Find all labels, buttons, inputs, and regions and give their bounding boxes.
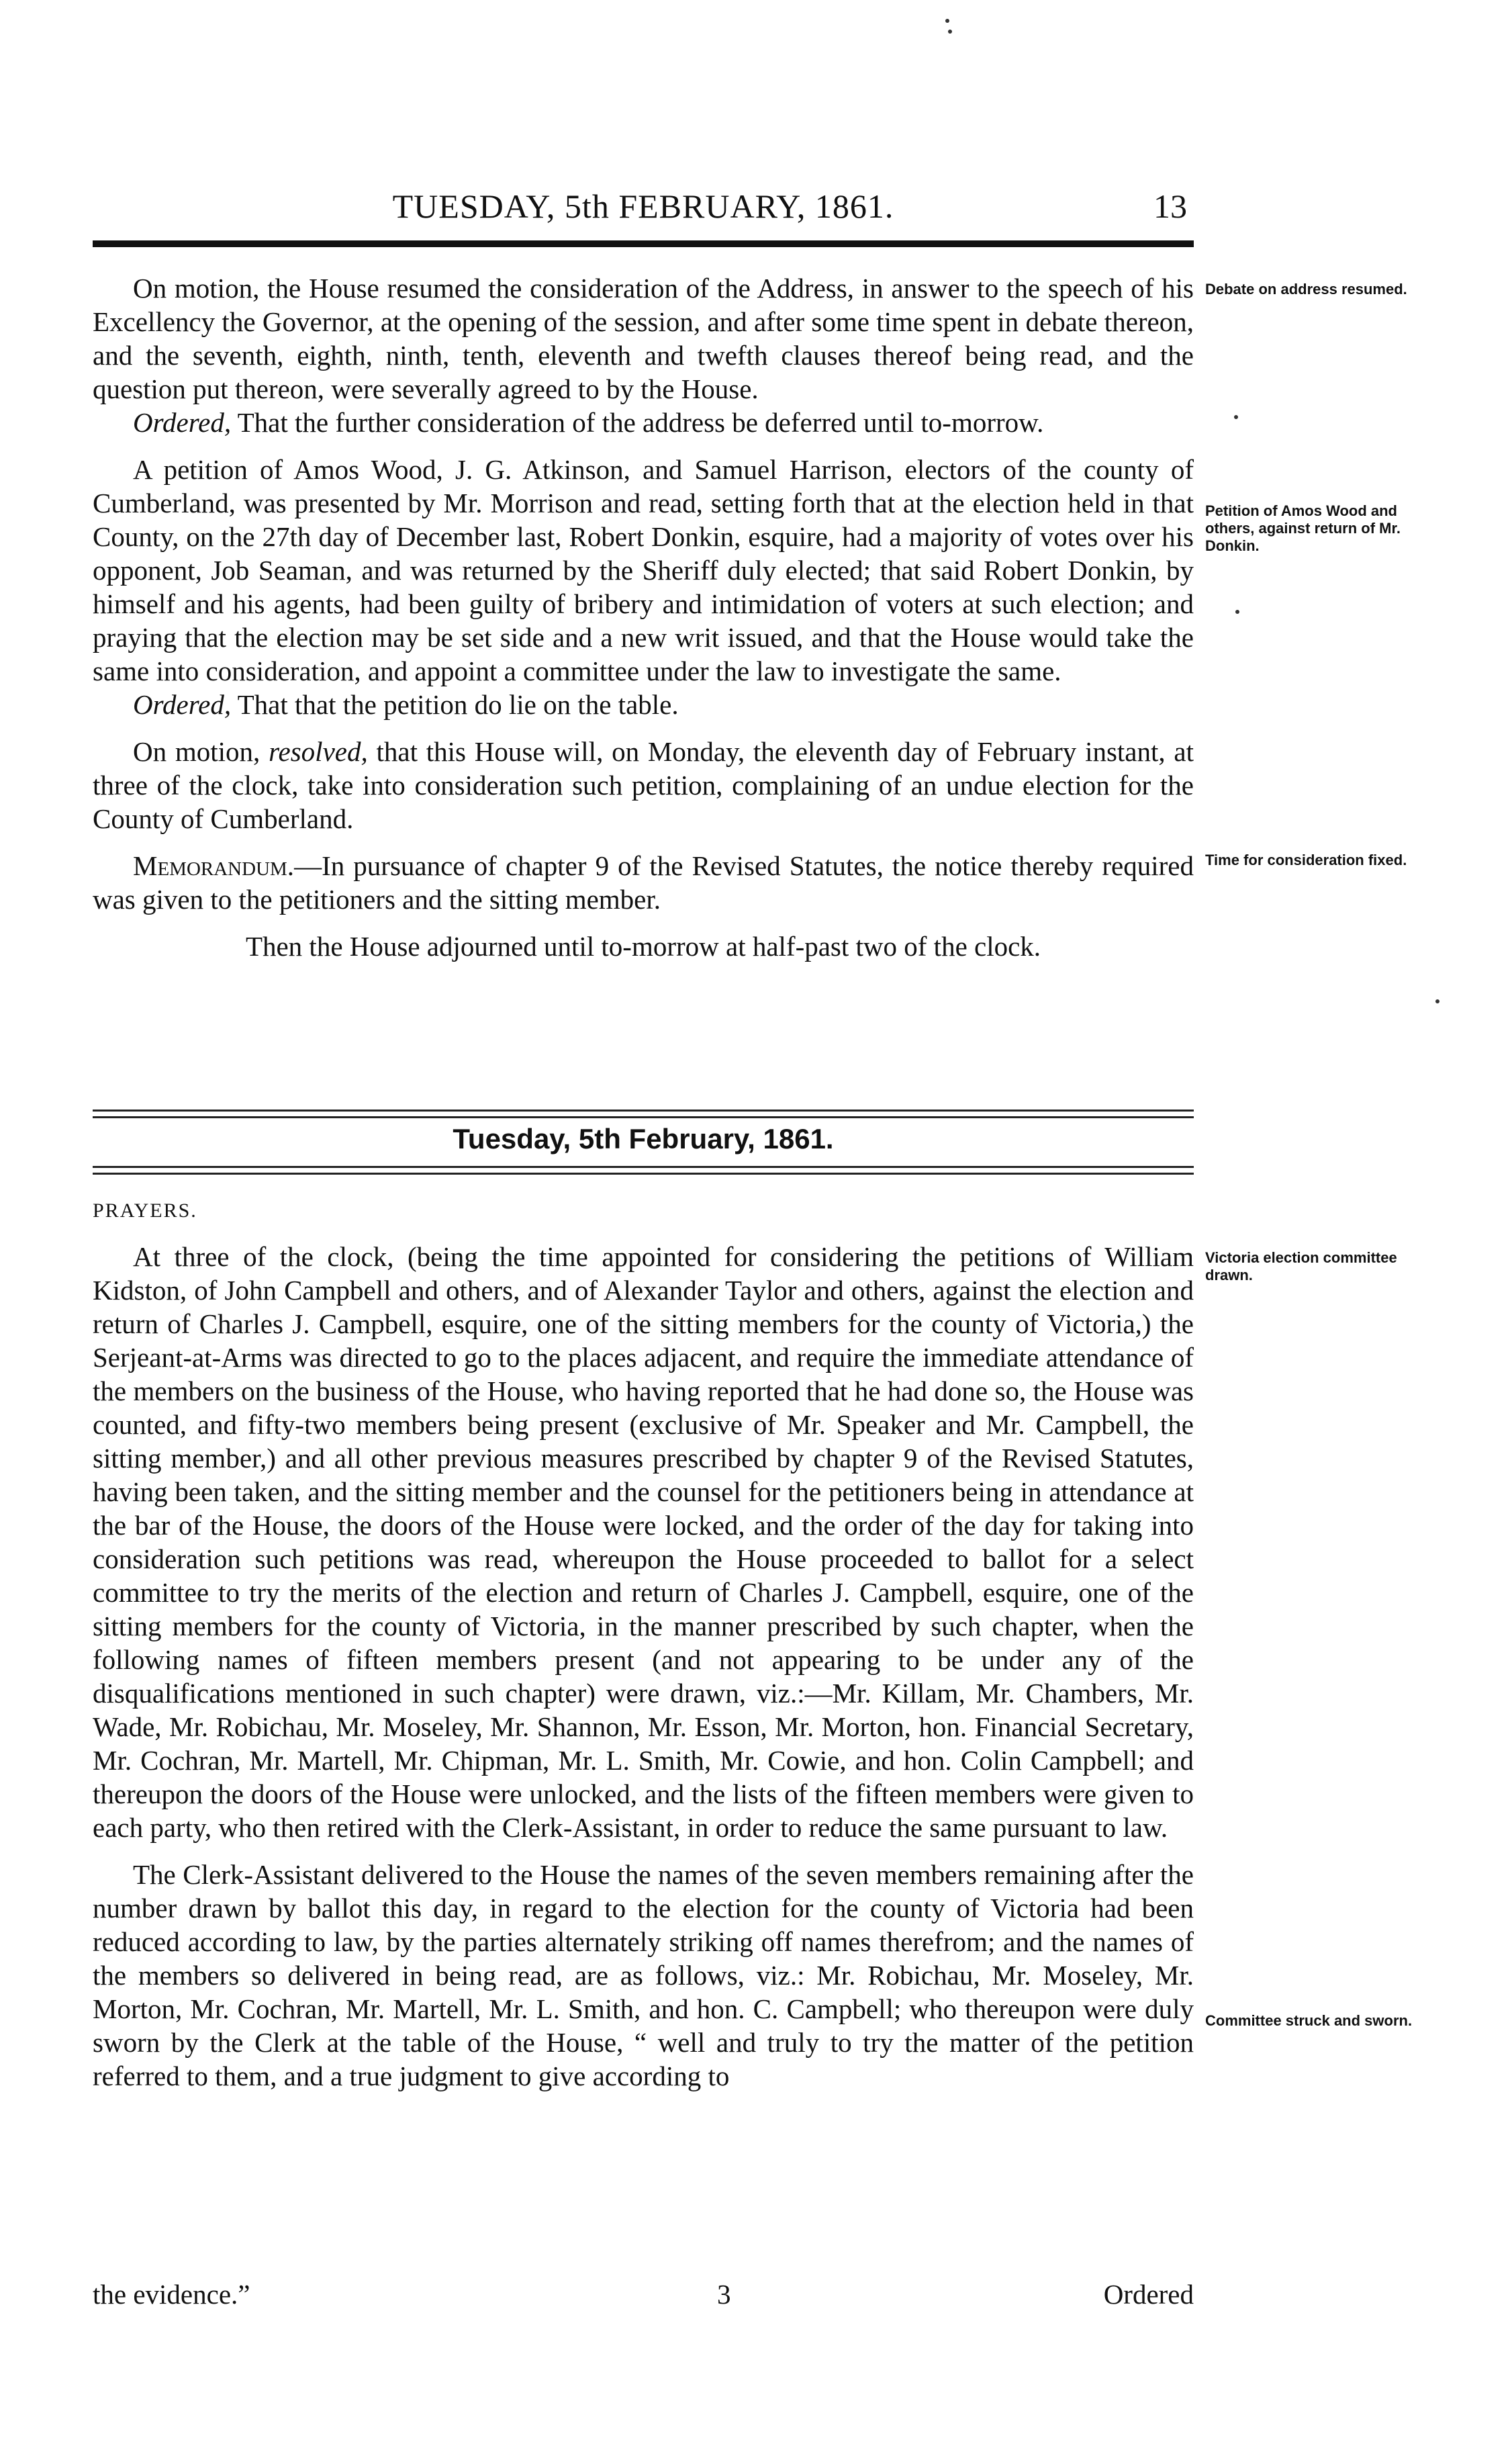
prayers-label: PRAYERS. bbox=[93, 1200, 197, 1222]
section-divider bbox=[93, 1110, 1194, 1112]
margin-note: Debate on address resumed. bbox=[1205, 281, 1407, 298]
margin-note: Petition of Amos Wood and others, against return of Mr. Donkin. bbox=[1205, 502, 1401, 554]
ordered-paragraph: Ordered, That that the petition do lie on the table. bbox=[133, 689, 679, 720]
page-number: 13 bbox=[1153, 187, 1187, 225]
resolution-paragraph: On motion, resolved, that this House will, on Monday, the eleventh day of February instant, at three of the clock, take into consideration such petition, complaining of an undue election for the County of Cumberland. bbox=[93, 736, 1194, 834]
section-divider bbox=[93, 1116, 1194, 1118]
ink-speck bbox=[948, 30, 952, 34]
ballot-paragraph: At three of the clock, (being the time appointed for considering the petitions of William Kidston, of John Campbell and others, and of Alexander Taylor and others, against the election and return of Charles J. Campbell, esquire, one of the sitting members for the county of Victoria,) the Serjeant-at-Arms was directed to go to the places adjacent, and require the immediate attendance of the members on the business of the House, who having reported that he had done so, the House was counted, and fifty-two members being present (exclusive of Mr. Speaker and Mr. Campbell, the sitting member,) and all other previous measures prescribed by chapter 9 of the Revised Statutes, having been taken, and the sitting member and the counsel for the petitioners being in attendance at the bar of the House, the doors of the House were locked, and the order of the day for taking into consideration such petitions was read, whereupon the House proceeded to ballot for a select committee to try the merits of the election and return of Charles J. Campbell, esquire, one of the sitting members for the county of Victoria, in the manner prescribed by such chapter, when the following names of fifteen members present (and not appearing to be under any of the disqualifications mentioned in such chapter) were drawn, viz.:—Mr. Killam, Mr. Chambers, Mr. Wade, Mr. Robichau, Mr. Moseley, Mr. Shannon, Mr. Esson, Mr. Morton, hon. Financial Secretary, Mr. Cochran, Mr. Martell, Mr. Chipman, Mr. L. Smith, Mr. Cowie, and hon. Colin Campbell; and thereupon the doors of the House were unlocked, and the lists of the fifteen members were given to each party, who then retired with the Clerk-Assistant, in order to reduce the same pursuant to law. bbox=[93, 1241, 1194, 1843]
margin-note: Committee struck and sworn. bbox=[1205, 2012, 1413, 2029]
ink-speck bbox=[1435, 999, 1439, 1003]
section-divider bbox=[93, 1166, 1194, 1168]
page-header bbox=[93, 187, 1194, 227]
signature-mark: 3 bbox=[717, 2279, 731, 2310]
section-1-body bbox=[93, 271, 1194, 963]
on-motion-label: On motion, bbox=[133, 736, 261, 767]
page-footer bbox=[93, 2278, 1194, 2313]
header-title: TUESDAY, 5th FEBRUARY, 1861. bbox=[392, 187, 894, 225]
ink-speck bbox=[1235, 610, 1239, 614]
footer-text: the evidence.” bbox=[93, 2279, 250, 2310]
section-2-body bbox=[93, 1240, 1194, 2093]
ordered-label: Ordered, bbox=[133, 407, 232, 438]
ordered-label: Ordered, bbox=[133, 689, 232, 720]
header-rule bbox=[93, 240, 1194, 247]
ordered-paragraph: Ordered, That the further consideration of the address be deferred until to-morrow. bbox=[133, 407, 1044, 438]
ink-speck bbox=[1234, 415, 1238, 419]
catchword: Ordered bbox=[1103, 2279, 1194, 2310]
memorandum-paragraph: Memorandum.—In pursuance of chapter 9 of the Revised Statutes, the notice thereby required was given to the petitioners and the sitting member. bbox=[93, 850, 1194, 915]
margin-note: Victoria election committee drawn. bbox=[1205, 1249, 1397, 1283]
section-divider bbox=[93, 1173, 1194, 1175]
ink-speck bbox=[945, 19, 949, 23]
memorandum-label: Memorandum. bbox=[133, 850, 295, 881]
resolved-label: resolved, bbox=[269, 736, 368, 767]
address-paragraph: On motion, the House resumed the consideration of the Address, in answer to the speech of his Excellency the Governor, at the opening of the session, and after some time spent in debate thereon, and the seventh, eighth, ninth, tenth, eleventh and twefth clauses thereof being read, and the question put thereon, were severally agreed to by the House. bbox=[93, 273, 1194, 404]
committee-paragraph: The Clerk-Assistant delivered to the House the names of the seven members remaining after the number drawn by ballot this day, in regard to the election for the county of Victoria had been reduced according to law, by the parties alternately striking off names therefrom; and the names of the members so delivered in being read, are as follows, viz.: Mr. Robichau, Mr. Moseley, Mr. Morton, Mr. Cochran, Mr. Martell, Mr. L. Smith, and hon. C. Campbell; who thereupon were duly sworn by the Clerk at the table of the House, “ well and truly to try the matter of the petition referred to them, and a true judgment to give according to bbox=[93, 1859, 1194, 2091]
petition-paragraph: A petition of Amos Wood, J. G. Atkinson, and Samuel Harrison, electors of the county of Cumberland, was presented by Mr. Morrison and read, setting forth that at the election held in that County, on the 27th day of December last, Robert Donkin, esquire, had a majority of votes over his opponent, Job Seaman, and was returned by the Sheriff duly elected; that said Robert Donkin, by himself and his agents, had been guilty of bribery and intimidation of voters at such election; and praying that the election may be set side and a new writ issued, and that the House would take the same into consideration, and appoint a committee under the law to investigate the same. bbox=[93, 454, 1194, 686]
adjournment-line: Then the House adjourned until to-morrow at half-past two of the clock. bbox=[245, 931, 1041, 962]
margin-note: Time for consideration fixed. bbox=[1205, 852, 1407, 868]
section-title: Tuesday, 5th February, 1861. bbox=[453, 1123, 834, 1155]
